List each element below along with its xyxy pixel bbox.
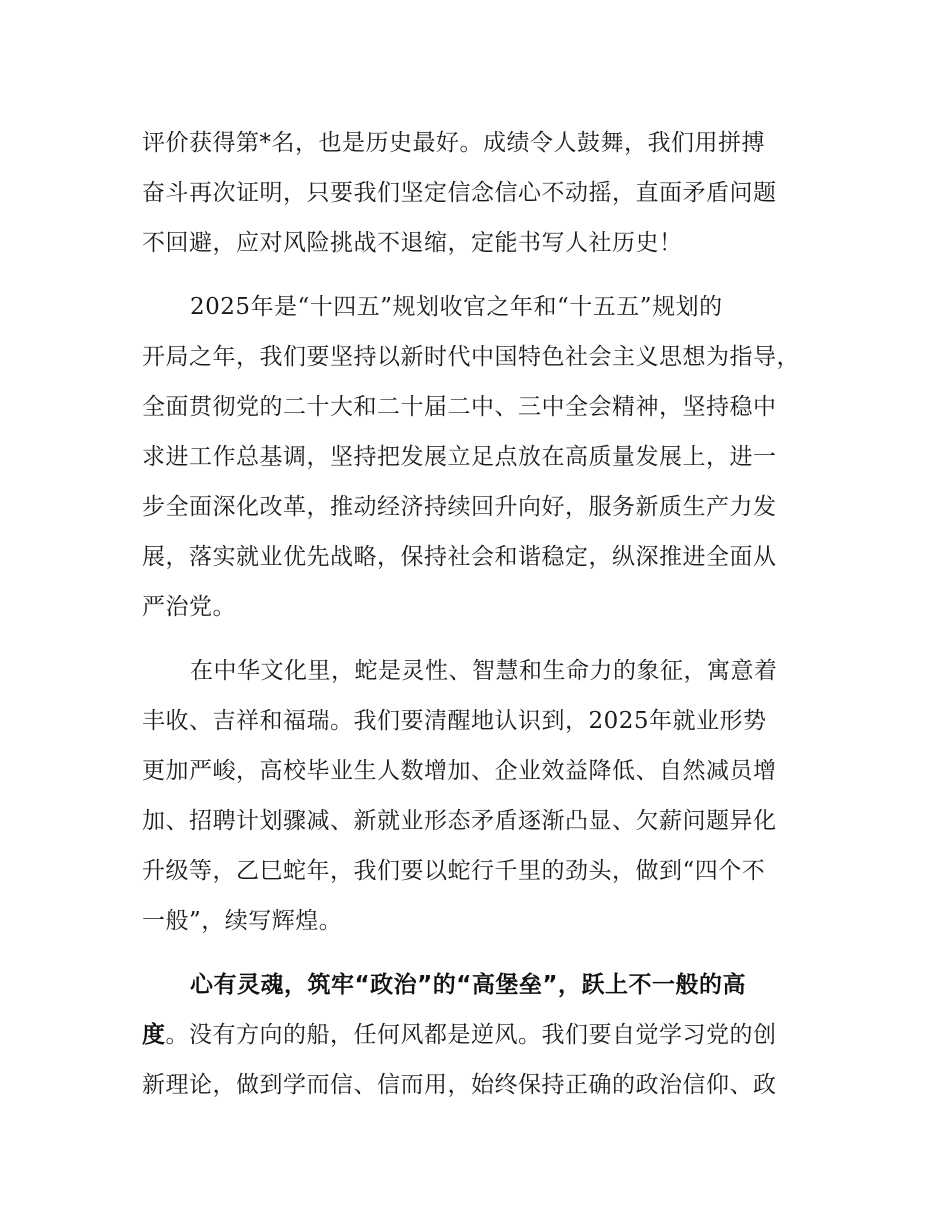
section-heading-end: 度 bbox=[142, 1022, 166, 1048]
text-line: 丰收、吉祥和福瑞。我们要清醒地认识到，2025年就业形势 bbox=[142, 708, 767, 734]
paragraph-start-line: 在中华文化里，蛇是灵性、智慧和生命力的象征，寓意着 bbox=[190, 658, 778, 684]
text-line: 全面贯彻党的二十大和二十届二中、三中全会精神，坚持稳中 bbox=[142, 394, 777, 420]
text-line: 更加严峻，高校毕业生人数增加、企业效益降低、自然减员增 bbox=[142, 758, 777, 784]
text-line: 展，落实就业优先战略，保持社会和谐稳定，纵深推进全面从 bbox=[142, 544, 777, 570]
heading-line bbox=[190, 970, 746, 1000]
text-line bbox=[142, 1020, 777, 1050]
text-line: 加、招聘计划骤减、新就业形态矛盾逐渐凸显、欠薪问题异化 bbox=[142, 808, 777, 834]
text-line: 开局之年，我们要坚持以新时代中国特色社会主义思想为指导， bbox=[142, 344, 800, 370]
text-line: 严治党。 bbox=[142, 594, 236, 620]
text-line: 新理论，做到学而信、信而用，始终保持正确的政治信仰、政 bbox=[142, 1072, 777, 1098]
text-line: 评价获得第*名，也是历史最好。成绩令人鼓舞，我们用拼搏 bbox=[142, 130, 765, 156]
section-heading: 心有灵魂，筑牢“政治”的“高堡垒”，跃上不一般的高 bbox=[190, 972, 746, 998]
text-line: 不回避，应对风险挑战不退缩，定能书写人社历史！ bbox=[142, 230, 683, 256]
text-line: 升级等，乙巳蛇年，我们要以蛇行千里的劲头，做到“四个不 bbox=[142, 858, 766, 884]
paragraph-start-line: 2025年是“十四五”规划收官之年和“十五五”规划的 bbox=[190, 294, 723, 320]
text-line: 一般”，续写辉煌。 bbox=[142, 908, 343, 934]
body-text: 。没有方向的船，任何风都是逆风。我们要自觉学习党的创 bbox=[165, 1022, 777, 1048]
text-line: 求进工作总基调，坚持把发展立足点放在高质量发展上，进一 bbox=[142, 444, 777, 470]
text-line: 步全面深化改革，推动经济持续回升向好，服务新质生产力发 bbox=[142, 494, 777, 520]
text-line: 奋斗再次证明，只要我们坚定信念信心不动摇，直面矛盾问题 bbox=[142, 180, 777, 206]
